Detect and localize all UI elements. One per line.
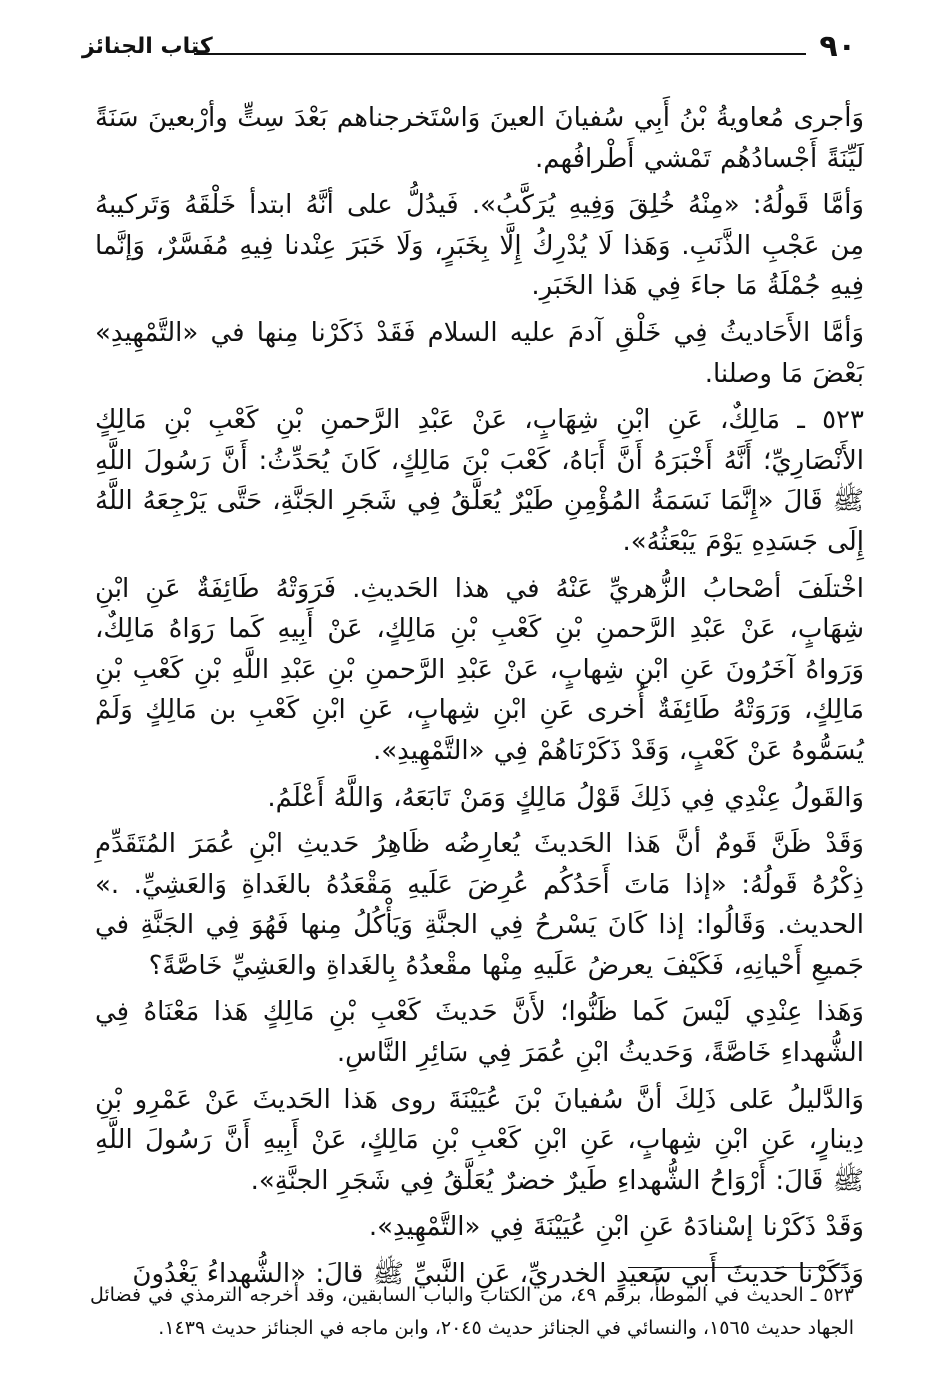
paragraph: وَهَذا عِنْدِي لَيْسَ كَما ظَنُّوا؛ لأَنَّ حَديثَ كَعْبِ بْنِ مَالِكٍ هَذا مَعْنَاهُ فِي الشُّهداءِ خَاصَّةً، وَحَديثُ ابْنِ عُمَرَ فِي سَائِرِ النَّاسِ. [95,997,864,1069]
header-rule [194,53,806,55]
paragraph: وَذَكَرْنا حَديثَ أَبي سَعيدٍ الخدريِّ، عَنِ النَّبيِّ ﷺ قالَ: «الشُّهداءُ يَغْدُونَ [132,1259,864,1290]
page-header [82,30,856,70]
paragraph: اخْتلَفَ أصْحابُ الزُّهريِّ عَنْهُ في هذا الحَديثِ. فَرَوَتْهُ طَائِفَةٌ عَنِ ابْنِ شِهَابٍ، عَنْ عَبْدِ الرَّحمنِ بْنِ كَعْبِ بْنِ مَالِكٍ، عَنْ أَبِيهِ كَما رَوَاهُ مَالِكٌ، وَرَواهُ آخَرُونَ عَنِ ابْنِ شِهابٍ، عَنْ عَبْدِ الرَّحمنِ بْنِ عَبْدِ اللَّهِ بْنِ كَعْبِ بْنِ مَالِكٍ، وَرَوَتْهُ طَائِفَةٌ أُخرى عَنِ ابْنِ شِهابٍ، عَنِ ابْنِ كَعْبِ بن مَالِكٍ وَلَمْ يُسَمُّوهُ عَنْ كَعْبٍ، وَقَدْ ذَكَرْنَاهُمْ فِي «التَّمْهِيدِ». [95,573,864,766]
paragraph: وَأمَّا قَولُهُ: «مِنْهُ خُلِقَ وَفِيهِ يُرَكَّبُ». فَيدُلُّ على أنَّهُ ابتدأ خَلْقَهُ وَتَركيبهُ مِن عَجْبِ الذَّنَبِ. وَهَذا لَا يُدْرِكُ إِلَّا بِخَبَرٍ، وَلَا خَبَرَ عِنْدنا فِيهِ مُفَسَّرٌ، وَإنَّما فِيهِ جُمْلَةُ مَا جاءَ فِي هَذا الخَبَرِ. [95,190,864,302]
footnotes [90,1279,854,1345]
hadith-paragraph: ٥٢٣ ـ مَالِكٌ، عَنِ ابْنِ شِهَابٍ، عَنْ عَبْدِ الرَّحمنِ بْنِ كَعْبِ بْنِ مَالِكٍ الأَنْصَارِيِّ؛ أَنَّهُ أَخْبَرَهُ أَنَّ أَبَاهُ، كَعْبَ بْنَ مَالِكٍ، كَانَ يُحَدِّثُ: أَنَّ رَسُولَ اللَّهِ ﷺ قَالَ «إِنَّمَا نَسَمَةُ المُؤْمِنِ طَيْرٌ يُعَلَّقُ فِي شَجَرِ الجَنَّةِ، حَتَّى يَرْجِعَهُ اللَّهُ إِلَى جَسَدِهِ يَوْمَ يَبْعَثُهُ». [95,405,864,557]
paragraph: وَقَدْ ذَكَرْنا إسْنادَهُ عَنِ ابْنِ عُيَيْنَةَ فِي «التَّمْهِيدِ». [368,1212,864,1243]
book-title: كتاب الجنائز [82,34,213,59]
paragraph: وَأمَّا الأَحَاديثُ فِي خَلْقِ آدمَ عليه السلام فَقَدْ ذَكَرْنا مِنها في «التَّمْهِيدِ» بَعْضَ مَا وصلنا. [95,317,864,389]
page-number: ٩٠ [819,29,856,64]
footnote: ٥٢٣ ـ الحديث في الموطأ، برقم ٤٩، من الكتاب والباب السابقين، وقد أخرجه الترمذي في فضائل الجهاد حديث ١٥٦٥، والنسائي في الجنائز حديث ٢٠٤٥، وابن ماجه في الجنائز حديث ١٤٣٩. [90,1284,854,1339]
paragraph: وَالدَّليلُ عَلى ذَلِكَ أنَّ سُفيانَ بْنَ عُيَيْنَةَ روى هَذا الحَديثَ عَنْ عَمْرِو بْنِ دِينارٍ، عَنِ ابْنِ شِهابٍ، عَنِ ابْنِ كَعْبِ بْنِ مَالِكٍ، عَنْ أَبِيهِ أَنَّ رَسُولَ اللَّهِ ﷺ قَالَ: أَرْوَاحُ الشُّهداءِ طَيرٌ خضرٌ يُعَلَّقُ فِي شَجَرِ الجنَّةِ». [95,1084,864,1196]
paragraph: وَالقَولُ عِنْدِي فِي ذَلِكَ قَوْلُ مَالِكٍ وَمَنْ تَابَعَهُ، وَاللَّهُ أَعْلَمُ. [267,782,864,813]
paragraph: وَأجرى مُعاويةُ بْنُ أَبِي سُفيانَ العينَ وَاسْتَخرجناهم بَعْدَ سِتٍّ وأرْبعينَ سَنَةً لَيِّنَةً أَجْسادُهُم تَمْشي أَطْرافُهم. [95,103,864,174]
paragraph: وَقَدْ ظَنَّ قَومٌ أنَّ هَذا الحَديثَ يُعارِضُه ظَاهِرُ حَديثِ ابْنِ عُمَرَ المُتَقَدِّمِ ذِكْرُهُ قَولُهُ: «إذا مَاتَ أَحَدُكُم عُرِضَ عَلَيهِ مَقْعَدُهُ بالغَداةِ وَالعَشِيِّ. .» الحديث. وَقَالُوا: إذا كَانَ يَسْرحُ فِي الجنَّةِ وَيَأْكُلُ مِنها فَهُوَ فِي الجَنَّةِ في جَميعِ أَحْيانِهِ، فَكَيْفَ يعرضُ عَلَيهِ مِنْها مقْعدُهُ بِالغَداةِ والعَشِيِّ خَاصَّةً؟ [95,829,864,981]
footnote-divider [628,1267,848,1268]
main-text [95,98,864,1301]
